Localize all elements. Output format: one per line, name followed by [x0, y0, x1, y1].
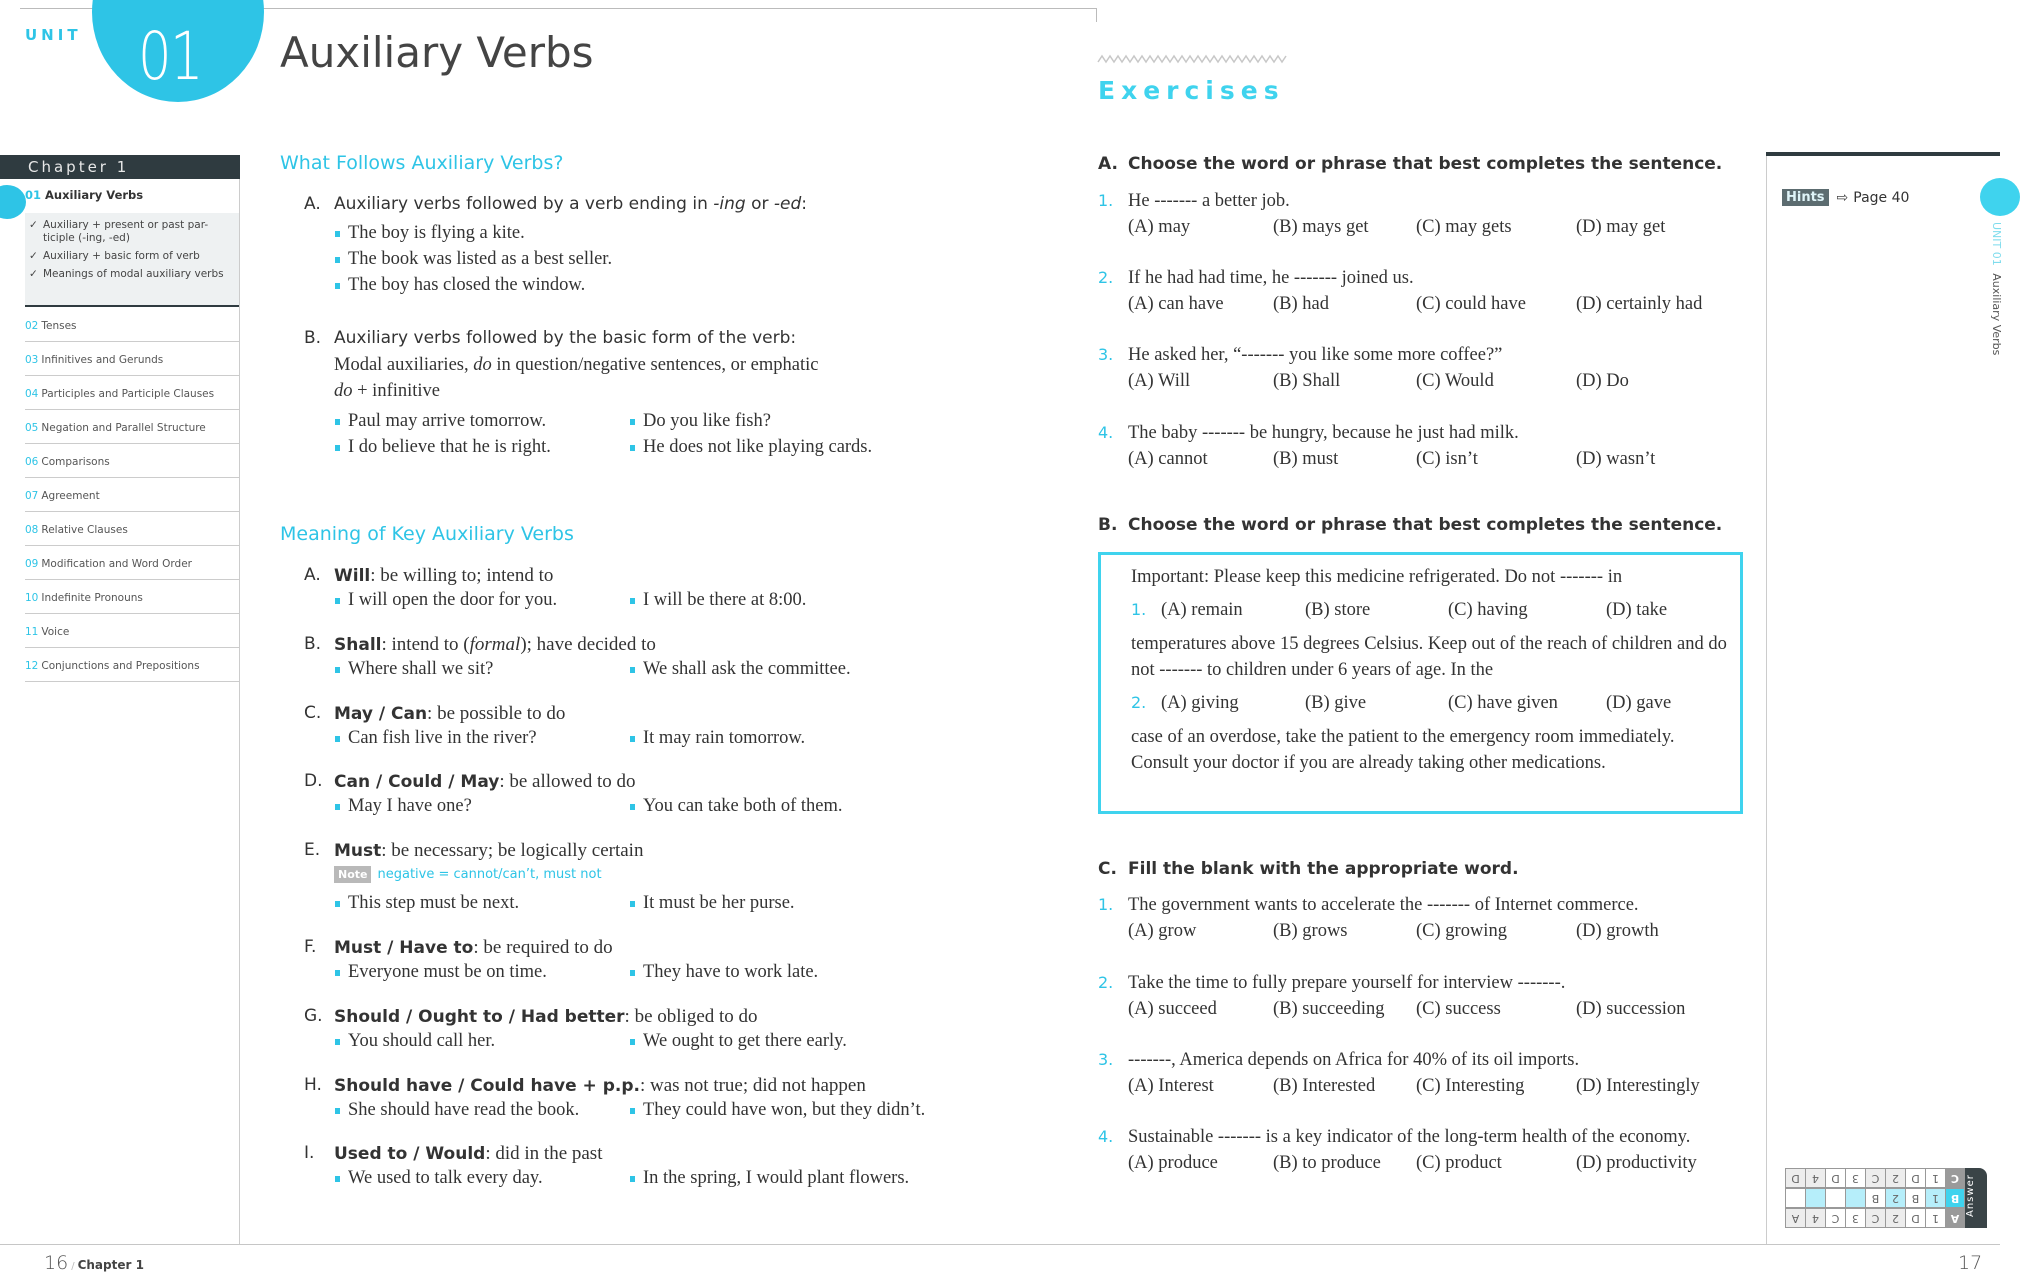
answer-cell: 3	[1845, 1208, 1865, 1228]
verb-term: Should have / Could have + p.p.	[334, 1076, 640, 1096]
question-number: 1.	[1098, 895, 1114, 914]
option[interactable]: (B) to produce	[1273, 1153, 1381, 1173]
section-instruction: Fill the blank with the appropriate word.	[1128, 859, 1519, 879]
answer-cell: 2	[1885, 1208, 1905, 1228]
hints-panel-divider	[1766, 156, 1767, 1244]
example: We ought to get there early.	[629, 1028, 847, 1054]
active-marker	[0, 185, 26, 219]
option[interactable]: (A) cannot	[1128, 449, 1208, 469]
section-instruction: Choose the word or phrase that best completes the sentence.	[1128, 154, 1723, 174]
rule-letter: E.	[304, 840, 321, 860]
rule-letter: B.	[304, 634, 322, 654]
option[interactable]: (A) can have	[1128, 294, 1224, 314]
question	[1098, 342, 1748, 394]
passage-box	[1098, 552, 1743, 814]
question	[1098, 1124, 1748, 1176]
item-label: Comparisons	[41, 456, 110, 468]
page-number-right: 17	[1958, 1252, 1983, 1274]
answer-cell	[1785, 1188, 1805, 1208]
option[interactable]: (C) success	[1416, 999, 1501, 1019]
sidebar-item-active[interactable]	[25, 188, 143, 202]
example: It may rain tomorrow.	[629, 725, 805, 751]
unit-number: 01	[138, 18, 202, 95]
verb-definition: : be willing to; intend to	[370, 565, 554, 586]
option[interactable]: (C) isn’t	[1416, 449, 1478, 469]
meaning-must-have-to	[304, 937, 818, 985]
unit-side-tab[interactable]	[1990, 222, 2003, 355]
question-stem: Take the time to fully prepare yourself for interview -------.	[1128, 973, 1566, 993]
answer-cell: C	[1865, 1168, 1885, 1188]
option[interactable]: (C) growing	[1416, 921, 1507, 941]
question-stem: Sustainable ------- is a key indicator of the long-term health of the economy.	[1128, 1127, 1691, 1147]
option[interactable]: (D) growth	[1576, 921, 1659, 941]
example: This step must be next.	[334, 890, 629, 916]
chapter-nav	[25, 308, 240, 682]
item-number: 12	[25, 660, 39, 672]
example: They could have won, but they didn’t.	[629, 1097, 925, 1123]
rule-text-italic: -ing	[713, 194, 746, 214]
note-tag: Note	[334, 866, 371, 883]
verb-term: Will	[334, 566, 371, 586]
item-label: Negation and Parallel Structure	[41, 422, 206, 434]
answer-cell: D	[1825, 1168, 1845, 1188]
verb-term: Used to / Would	[334, 1144, 486, 1164]
item-number: 02	[25, 320, 39, 332]
item-number: 07	[25, 490, 39, 502]
option[interactable]: (D) certainly had	[1576, 294, 1703, 314]
example: He does not like playing cards.	[629, 434, 872, 460]
example: In the spring, I would plant flowers.	[629, 1165, 909, 1191]
rule-a	[304, 194, 807, 298]
answer-section: A	[1945, 1208, 1965, 1228]
answer-key	[1785, 1168, 1987, 1228]
rule-text-italic: -ed	[773, 194, 802, 214]
question	[1098, 420, 1748, 472]
subtopics-box	[25, 213, 240, 307]
rule-text-part: Auxiliary verbs followed by a verb ending in	[334, 194, 714, 214]
section-heading: What Follows Auxiliary Verbs?	[280, 152, 564, 174]
sidebar-item-participles[interactable]	[25, 376, 240, 410]
answer-cell: 1	[1925, 1208, 1945, 1228]
option[interactable]: (B) must	[1273, 449, 1339, 469]
verb-definition-italic: formal	[469, 634, 521, 655]
footer-separator: /	[71, 1261, 75, 1272]
passage-question	[1131, 597, 1740, 623]
option[interactable]: (C) could have	[1416, 294, 1526, 314]
section-instruction: Choose the word or phrase that best completes the sentence.	[1128, 515, 1723, 535]
question-number: 3.	[1098, 1050, 1114, 1069]
rule-text: Auxiliary verbs followed by the basic form of the verb:	[334, 328, 797, 348]
sidebar-item-tenses[interactable]	[25, 308, 240, 342]
sidebar-item-agreement[interactable]	[25, 478, 240, 512]
meaning-should-have	[304, 1075, 925, 1123]
answer-row-c	[1785, 1168, 1965, 1188]
example: It must be her purse.	[629, 890, 795, 916]
question-number: 2.	[1098, 973, 1114, 992]
meaning-shall	[304, 634, 851, 682]
zigzag-decoration	[1098, 54, 1288, 64]
option[interactable]: (D) wasn’t	[1576, 449, 1656, 469]
option[interactable]: (D) succession	[1576, 999, 1686, 1019]
option[interactable]: (A) Interest	[1128, 1076, 1214, 1096]
item-number: 03	[25, 354, 39, 366]
rule-letter: G.	[304, 1006, 323, 1026]
answer-cell: 1	[1925, 1188, 1945, 1208]
arrow-right-icon: ⇨	[1836, 189, 1849, 206]
item-label: Agreement	[41, 490, 100, 502]
option[interactable]: (D) productivity	[1576, 1153, 1697, 1173]
verb-definition: : be allowed to do	[499, 771, 636, 792]
answer-cell	[1805, 1188, 1825, 1208]
sidebar-item-conjunctions[interactable]	[25, 648, 240, 682]
verb-term: Shall	[334, 635, 382, 655]
rule-text-part: or	[745, 194, 774, 214]
example: Where shall we sit?	[334, 656, 629, 682]
page-footer-left	[44, 1252, 144, 1274]
item-label: Participles and Participle Clauses	[41, 388, 215, 400]
answer-cell: A	[1785, 1208, 1805, 1228]
meaning-can-could-may	[304, 771, 843, 819]
example: We shall ask the committee.	[629, 656, 851, 682]
rule-heading	[304, 328, 872, 348]
example: They have to work late.	[629, 959, 818, 985]
verb-definition: : did in the past	[485, 1143, 603, 1164]
option[interactable]: (D) gave	[1606, 693, 1672, 713]
verb-term: May / Can	[334, 704, 428, 724]
option[interactable]: (C) having	[1448, 600, 1528, 620]
verb-definition: : be required to do	[473, 937, 613, 958]
passage-question	[1131, 690, 1740, 716]
item-label: Tenses	[41, 320, 77, 332]
verb-term: Must / Have to	[334, 938, 474, 958]
check-icon: ✓	[29, 250, 38, 262]
verb-definition: : intend to (	[381, 634, 470, 655]
example: Can fish live in the river?	[334, 725, 629, 751]
answer-cell: B	[1905, 1188, 1925, 1208]
question	[1098, 188, 1748, 240]
section-letter: C.	[1098, 859, 1117, 879]
rule-description	[334, 352, 872, 378]
item-label: Relative Clauses	[41, 524, 128, 536]
item-number: 09	[25, 558, 39, 570]
verb-term: Must	[334, 841, 382, 861]
option[interactable]: (A) giving	[1161, 693, 1239, 713]
item-number: 04	[25, 388, 39, 400]
option[interactable]: (D) may get	[1576, 217, 1666, 237]
sidebar-item-voice[interactable]	[25, 614, 240, 648]
item-label: Modification and Word Order	[41, 558, 192, 570]
page-title: Auxiliary Verbs	[280, 28, 594, 77]
question-number: 1.	[1131, 600, 1147, 619]
answer-cell: 3	[1845, 1168, 1865, 1188]
option[interactable]: (A) may	[1128, 217, 1191, 237]
sidebar-divider	[239, 179, 240, 1244]
meaning-must	[304, 840, 795, 916]
rule-letter: A.	[304, 194, 321, 214]
exercise-a-heading	[1098, 154, 1722, 174]
sidebar-item-indefinite-pronouns[interactable]	[25, 580, 240, 614]
option[interactable]: (B) give	[1305, 693, 1367, 713]
hints-link[interactable]	[1782, 189, 1909, 206]
meaning-used-to	[304, 1143, 909, 1191]
sidebar-item-relative-clauses[interactable]	[25, 512, 240, 546]
rule-letter: A.	[304, 565, 321, 585]
page-number: 16	[44, 1252, 69, 1274]
item-label: Indefinite Pronouns	[41, 592, 143, 604]
rule-letter: B.	[304, 328, 322, 348]
subtopic	[29, 268, 236, 281]
side-tab-unit: UNIT 01	[1990, 222, 2003, 266]
rule-description	[334, 378, 872, 404]
exercises-title: Exercises	[1098, 76, 1285, 105]
item-label: Conjunctions and Prepositions	[41, 660, 200, 672]
section-heading: Meaning of Key Auxiliary Verbs	[280, 523, 574, 545]
question-number: 4.	[1098, 1127, 1114, 1146]
meaning-will	[304, 565, 806, 613]
note-text: negative = cannot/can’t, must not	[377, 866, 602, 882]
example: Everyone must be on time.	[334, 959, 629, 985]
option[interactable]: (C) may gets	[1416, 217, 1512, 237]
answer-cell: 2	[1885, 1188, 1905, 1208]
option[interactable]: (D) Do	[1576, 371, 1629, 391]
option[interactable]: (B) succeeding	[1273, 999, 1385, 1019]
item-number: 06	[25, 456, 39, 468]
subtopic	[29, 250, 236, 263]
top-rule-tick	[1096, 8, 1097, 22]
example: The boy is flying a kite.	[334, 220, 807, 246]
answer-cell: 1	[1925, 1168, 1945, 1188]
unit-label: UNIT	[25, 26, 82, 44]
section-letter: A.	[1098, 154, 1118, 174]
option[interactable]: (A) grow	[1128, 921, 1197, 941]
question	[1098, 265, 1748, 317]
example: I will open the door for you.	[334, 587, 629, 613]
answer-cell: 2	[1885, 1168, 1905, 1188]
passage-text: temperatures above 15 degrees Celsius. Keep out of the reach of children and do not ------- to children under 6 years of age. In the	[1131, 634, 1727, 680]
rule-letter: F.	[304, 937, 317, 957]
hints-tag: Hints	[1782, 189, 1829, 206]
desc-part: Modal auxiliaries,	[334, 355, 474, 375]
desc-italic: do	[473, 355, 492, 375]
passage-text: Important: Please keep this medicine refrigerated. Do not ------- in	[1131, 567, 1623, 587]
answer-grid	[1785, 1168, 1965, 1228]
answer-cell: D	[1905, 1168, 1925, 1188]
question-number: 2.	[1131, 693, 1147, 712]
rule-letter: I.	[304, 1143, 315, 1163]
meaning-should	[304, 1006, 847, 1054]
verb-term: Should / Ought to / Had better	[334, 1007, 625, 1027]
note	[334, 862, 795, 886]
rule-text-part: :	[801, 194, 808, 214]
item-number: 08	[25, 524, 39, 536]
sidebar-item-negation[interactable]	[25, 410, 240, 444]
footer-chapter: Chapter 1	[77, 1258, 144, 1272]
item-number: 01	[25, 188, 42, 202]
desc-part: + infinitive	[352, 381, 441, 401]
option[interactable]: (B) store	[1305, 600, 1371, 620]
sidebar-item-infinitives[interactable]	[25, 342, 240, 376]
question-stem: The baby ------- be hungry, because he just had milk.	[1128, 423, 1519, 443]
question-stem: If he had had time, he ------- joined us.	[1128, 268, 1414, 288]
check-icon: ✓	[29, 268, 38, 280]
answer-cell	[1845, 1188, 1865, 1208]
subtopic-label: Meanings of modal auxiliary verbs	[43, 268, 224, 280]
verb-definition: : was not true; did not happen	[639, 1075, 866, 1096]
desc-part: in question/negative sentences, or emphatic	[491, 355, 819, 375]
option[interactable]: (D) take	[1606, 600, 1668, 620]
exercise-b-heading	[1098, 515, 1722, 535]
question-number: 2.	[1098, 268, 1114, 287]
option[interactable]: (A) produce	[1128, 1153, 1218, 1173]
example: You can take both of them.	[629, 793, 843, 819]
answer-cell: 4	[1805, 1208, 1825, 1228]
question-stem: -------, America depends on Africa for 40% of its oil imports.	[1128, 1050, 1580, 1070]
answer-cell	[1825, 1188, 1845, 1208]
question	[1098, 892, 1748, 944]
question-number: 4.	[1098, 423, 1114, 442]
question-stem: He asked her, “------- you like some more coffee?”	[1128, 345, 1503, 365]
example: You should call her.	[334, 1028, 629, 1054]
hints-page: Page 40	[1853, 189, 1910, 206]
side-tab-title: Auxiliary Verbs	[1990, 273, 2003, 356]
option[interactable]: (A) succeed	[1128, 999, 1217, 1019]
rule-letter: H.	[304, 1075, 322, 1095]
answer-cell: C	[1825, 1208, 1845, 1228]
question-number: 3.	[1098, 345, 1114, 364]
example: I do believe that he is right.	[334, 434, 629, 460]
example: Paul may arrive tomorrow.	[334, 408, 629, 434]
example: The boy has closed the window.	[334, 272, 807, 298]
option[interactable]: (C) have given	[1448, 693, 1558, 713]
option[interactable]: (C) product	[1416, 1153, 1502, 1173]
answer-cell: B	[1865, 1188, 1885, 1208]
rule-letter: D.	[304, 771, 323, 791]
unit-tab-marker	[1980, 178, 2020, 216]
option[interactable]: (B) mays get	[1273, 217, 1369, 237]
example: We used to talk every day.	[334, 1165, 629, 1191]
option[interactable]: (C) Would	[1416, 371, 1494, 391]
answer-section: C	[1945, 1168, 1965, 1188]
option[interactable]: (C) Interesting	[1416, 1076, 1525, 1096]
chapter-header: Chapter 1	[0, 155, 240, 179]
verb-definition: ); have decided to	[520, 634, 656, 655]
item-label: Auxiliary Verbs	[45, 188, 144, 202]
verb-definition: : be possible to do	[427, 703, 566, 724]
answer-cell: D	[1785, 1168, 1805, 1188]
section-letter: B.	[1098, 515, 1118, 535]
rule-b	[304, 328, 872, 460]
sidebar-item-comparisons[interactable]	[25, 444, 240, 478]
passage-text: case of an overdose, take the patient to the emergency room immediately. Consult your doctor if you are already taking other medications.	[1131, 727, 1675, 773]
question-number: 1.	[1098, 191, 1114, 210]
answer-cell: C	[1865, 1208, 1885, 1228]
option[interactable]: (B) Interested	[1273, 1076, 1376, 1096]
rule-letter: C.	[304, 703, 322, 723]
bottom-rule	[0, 1244, 2000, 1245]
verb-term: Can / Could / May	[334, 772, 500, 792]
question-stem: The government wants to accelerate the ------- of Internet commerce.	[1128, 895, 1639, 915]
question-stem: He ------- a better job.	[1128, 191, 1290, 211]
example: The book was listed as a best seller.	[334, 246, 807, 272]
example: I will be there at 8:00.	[629, 587, 806, 613]
answer-row-b	[1785, 1188, 1965, 1208]
question	[1098, 970, 1748, 1022]
subtopic	[29, 219, 236, 245]
exercise-c-heading	[1098, 859, 1519, 879]
subtopic-label: Auxiliary + basic form of verb	[43, 250, 200, 262]
sidebar-item-modification[interactable]	[25, 546, 240, 580]
option[interactable]: (B) grows	[1273, 921, 1348, 941]
option[interactable]: (D) Interestingly	[1576, 1076, 1700, 1096]
answer-tab-label: Answer	[1965, 1168, 1987, 1228]
item-number: 05	[25, 422, 39, 434]
item-number: 11	[25, 626, 39, 638]
verb-definition: : be obliged to do	[624, 1006, 758, 1027]
option[interactable]: (A) Will	[1128, 371, 1191, 391]
item-label: Voice	[41, 626, 70, 638]
rule-heading	[304, 194, 807, 214]
meaning-may-can	[304, 703, 805, 751]
desc-italic: do	[334, 381, 353, 401]
verb-definition: : be necessary; be logically certain	[381, 840, 644, 861]
hints-panel-bar	[1766, 152, 2000, 156]
answer-cell: 4	[1805, 1168, 1825, 1188]
question	[1098, 1047, 1748, 1099]
subtopic-label: Auxiliary + present or past par- ticiple (-ing, -ed)	[43, 219, 209, 244]
item-label: Infinitives and Gerunds	[41, 354, 164, 366]
example: May I have one?	[334, 793, 629, 819]
item-number: 10	[25, 592, 39, 604]
example: She should have read the book.	[334, 1097, 629, 1123]
check-icon: ✓	[29, 219, 38, 231]
answer-cell: D	[1905, 1208, 1925, 1228]
answer-section: B	[1945, 1188, 1965, 1208]
option[interactable]: (B) had	[1273, 294, 1329, 314]
option[interactable]: (A) remain	[1161, 600, 1243, 620]
answer-row-a	[1785, 1208, 1965, 1228]
option[interactable]: (B) Shall	[1273, 371, 1341, 391]
example: Do you like fish?	[629, 408, 771, 434]
rule-text	[334, 194, 807, 214]
